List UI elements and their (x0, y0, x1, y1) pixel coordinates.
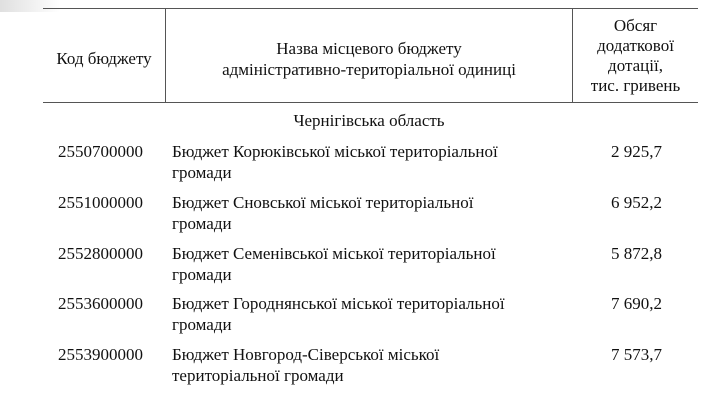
budget-code: 2552800000 (58, 244, 143, 263)
budget-name: Бюджет Новгород-Сіверської міської територіальної громади (172, 345, 440, 385)
subsidy-amount: 6 952,2 (611, 193, 662, 212)
budget-name: Бюджет Семенівської міської територіальної громади (172, 244, 496, 284)
subsidy-amount: 2 925,7 (611, 142, 662, 161)
column-header-amount: Обсяг додаткової дотації, тис. гривень (590, 16, 681, 95)
header-top-border (43, 8, 698, 9)
budget-code: 2550700000 (58, 142, 143, 161)
subsidy-amount: 7 573,7 (611, 345, 662, 364)
budget-name: Бюджет Корюківської міської територіальної громади (172, 142, 498, 182)
budget-name: Бюджет Сновської міської територіальної громади (172, 193, 474, 233)
region-heading: Чернігівська область (293, 111, 445, 130)
subsidy-amount: 7 690,2 (611, 294, 662, 313)
budget-name: Бюджет Городнянської міської територіальної громади (172, 294, 505, 334)
budget-code: 2553900000 (58, 345, 143, 364)
column-header-code: Код бюджету (56, 49, 152, 68)
budget-code: 2553600000 (58, 294, 143, 313)
subsidy-amount: 5 872,8 (611, 244, 662, 263)
column-header-name: Назва місцевого бюджету адміністративно-територіальної одиниці (222, 39, 516, 79)
scan-shadow (0, 0, 60, 12)
header-bottom-border (43, 102, 698, 103)
budget-code: 2551000000 (58, 193, 143, 212)
